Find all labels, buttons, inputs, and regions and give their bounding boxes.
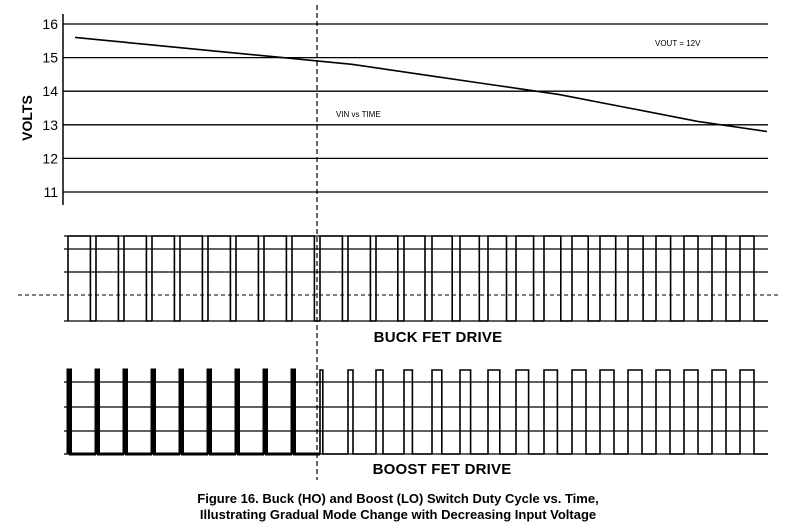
vin-series-line — [75, 37, 767, 131]
buck-fet-drive-panel — [18, 236, 778, 346]
figure-caption-line-2: Illustrating Gradual Mode Change with Decreasing Input Voltage — [199, 507, 597, 522]
tick-label-15: 15 — [42, 49, 58, 66]
vout-annotation: VOUT = 12V — [655, 39, 701, 48]
boost-fet-drive-panel — [64, 370, 768, 478]
tick-label-14: 14 — [42, 83, 58, 100]
tick-label-12: 12 — [42, 150, 58, 167]
y-axis-label: VOLTS — [19, 95, 35, 141]
figure-caption-line-1: Figure 16. Buck (HO) and Boost (LO) Switch Duty Cycle vs. Time, — [197, 491, 599, 506]
voltage-gridlines — [63, 24, 768, 192]
tick-label-11: 11 — [43, 184, 58, 200]
vin-annotation: VIN vs TIME — [336, 110, 381, 119]
voltage-tick-labels — [42, 16, 58, 200]
tick-label-16: 16 — [42, 16, 58, 32]
boost-panel-title: BOOST FET DRIVE — [372, 461, 512, 478]
buck-panel-title: BUCK FET DRIVE — [373, 329, 503, 346]
tick-label-13: 13 — [42, 116, 58, 133]
boost-gridlines — [64, 382, 768, 454]
vin-vs-time-panel — [19, 14, 768, 205]
buck-gridlines — [64, 236, 768, 321]
